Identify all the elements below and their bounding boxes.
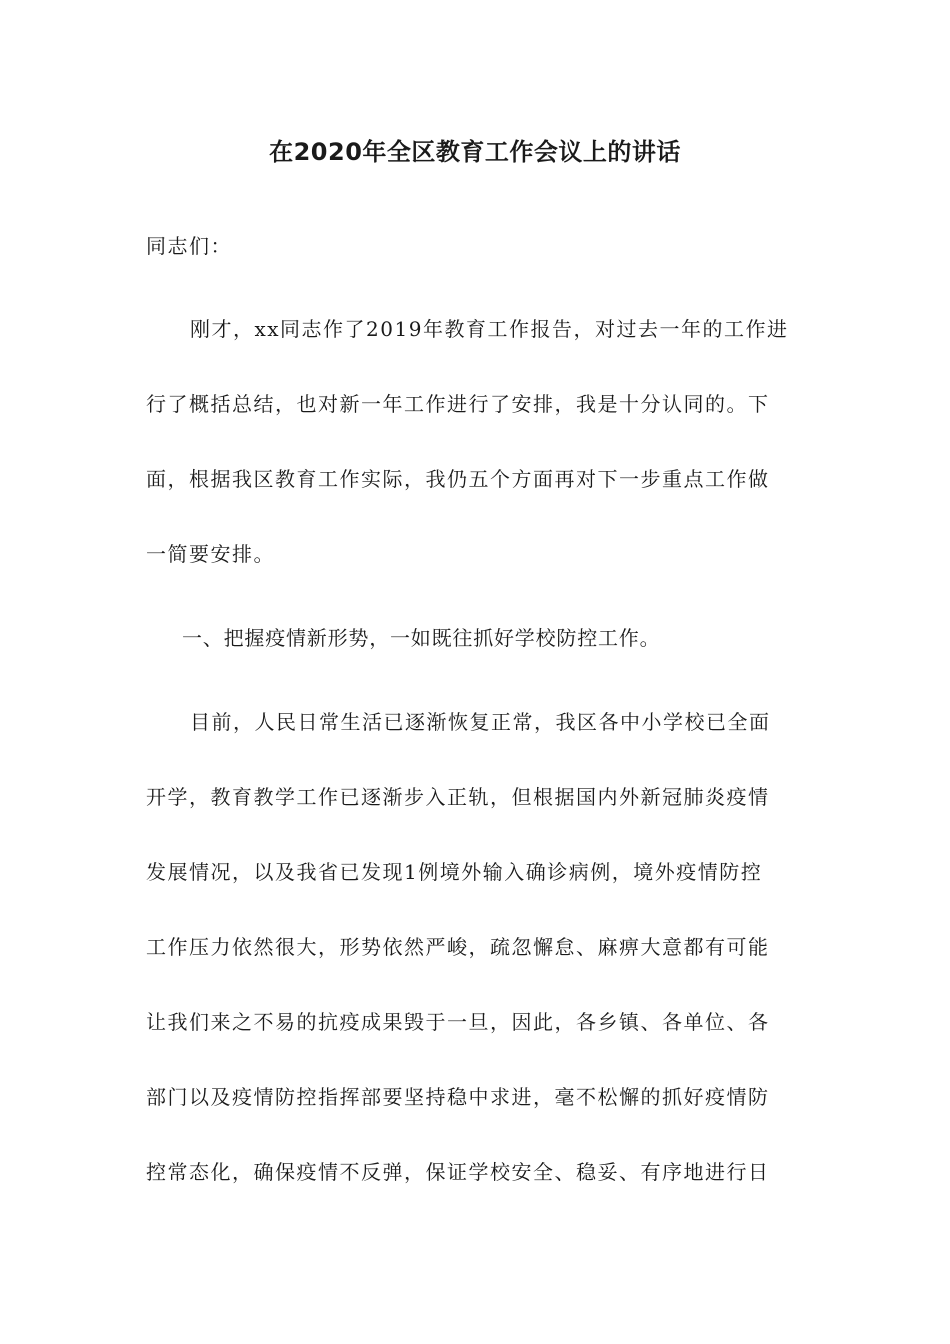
paragraph-line: 面，根据我区教育工作实际，我仍五个方面再对下一步重点工作做 <box>146 467 770 491</box>
paragraph-line: 行了概括总结，也对新一年工作进行了安排，我是十分认同的。下 <box>146 392 770 416</box>
paragraph-line: 刚才，xx同志作了2019年教育工作报告，对过去一年的工作进 <box>190 317 789 341</box>
paragraph-line: 目前，人民日常生活已逐渐恢复正常，我区各中小学校已全面 <box>190 710 771 734</box>
paragraph-line: 开学，教育教学工作已逐渐步入正轨，但根据国内外新冠肺炎疫情 <box>146 785 770 809</box>
document-title: 在2020年全区教育工作会议上的讲话 <box>269 138 681 166</box>
salutation: 同志们： <box>146 234 232 258</box>
paragraph-line: 工作压力依然很大，形势依然严峻，疏忽懈怠、麻痹大意都有可能 <box>146 935 770 959</box>
paragraph-line: 控常态化，确保疫情不反弹，保证学校安全、稳妥、有序地进行日 <box>146 1160 770 1184</box>
paragraph-line: 发展情况，以及我省已发现1例境外输入确诊病例，境外疫情防控 <box>146 860 763 884</box>
paragraph-line: 让我们来之不易的抗疫成果毁于一旦，因此，各乡镇、各单位、各 <box>146 1010 770 1034</box>
paragraph-line: 一简要安排。 <box>146 542 275 566</box>
section-heading: 一、把握疫情新形势，一如既往抓好学校防控工作。 <box>182 626 661 650</box>
paragraph-line: 部门以及疫情防控指挥部要坚持稳中求进，毫不松懈的抓好疫情防 <box>146 1085 770 1109</box>
